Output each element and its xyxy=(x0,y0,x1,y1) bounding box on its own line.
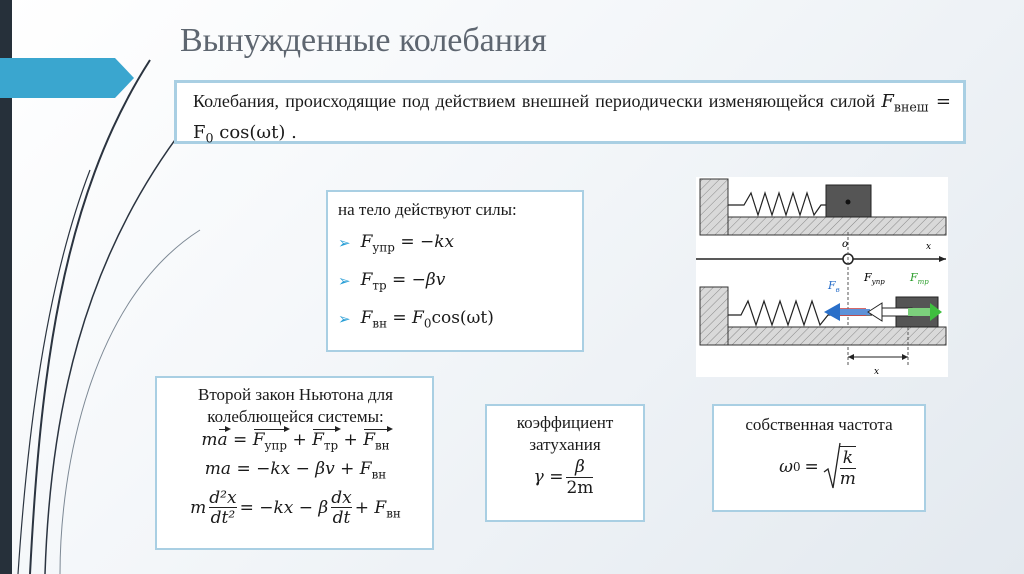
newton-law-box xyxy=(155,376,434,550)
damping-label-line2: затухания xyxy=(529,435,601,454)
newton-scalar-eq: ma = $-kx - \beta v + F_{вн}$ xyxy=(204,459,387,482)
damping-label-line1: коэффициент xyxy=(516,413,614,432)
natural-frequency-box xyxy=(712,404,926,512)
axis-label: x xyxy=(926,242,932,252)
arrow-bullet-icon: ➢ xyxy=(338,310,351,328)
definition-box xyxy=(174,80,966,144)
spring-mass-diagram xyxy=(696,177,948,377)
force-elastic: ➢ $F_{упр} = -kx$ xyxy=(338,231,455,255)
natural-frequency-formula: ω 0 = $\frac{k}{m}$ xyxy=(718,442,920,492)
force-friction: ➢ $F_{тр} = -\beta v$ xyxy=(338,269,446,293)
newton-title-line2: колеблющейся системы: xyxy=(207,407,384,426)
newton-diff-eq: m $\frac{\text{d²x}}{\text{dt²}}$ = −kx − β $\frac{dx}{dt}$ + $F_{вн}$ xyxy=(190,487,401,529)
force-label-tr: F xyxy=(910,271,918,284)
title-arrow-tab xyxy=(0,58,135,98)
damping-formula: γ = $\frac{\beta}{2m}$ xyxy=(533,457,594,498)
displacement-label: x xyxy=(874,367,880,377)
page-title: Вынужденные колебания xyxy=(180,22,547,59)
origin-label: o xyxy=(842,239,849,250)
svg-text:Fв: $F_в$ xyxy=(828,279,840,294)
definition-formula: $F_{внеш} = F_0$ cos(ωt) . xyxy=(193,91,951,146)
arrow-bullet-icon: ➢ xyxy=(338,234,351,252)
svg-text:Fупр: $F_{упр}$ xyxy=(864,271,885,286)
forces-header: на тело действуют силы: xyxy=(338,200,517,219)
spring-diagram-svg xyxy=(696,177,948,377)
newton-title-line1: Второй закон Ньютона для xyxy=(198,385,393,404)
damping-box xyxy=(485,404,645,522)
forces-box xyxy=(326,190,584,352)
newton-vector-eq: ma = $F_{упр} + F_{тр} + F_{вн}$ xyxy=(167,428,424,457)
svg-text:Fтр: $F_{тр}$ xyxy=(910,271,929,286)
force-external: ➢ $F_{вн} = F_0\cos(\omega t)$ xyxy=(338,307,494,331)
natural-frequency-label: собственная частота xyxy=(745,415,893,434)
definition-text: Колебания, происходящие под действием внешней периодически изменяющейся силой xyxy=(193,91,876,111)
sqrt-symbol-icon xyxy=(823,442,841,492)
force-label-upr: F xyxy=(864,271,872,284)
arrow-bullet-icon: ➢ xyxy=(338,272,351,290)
force-label-v: F xyxy=(828,279,836,292)
